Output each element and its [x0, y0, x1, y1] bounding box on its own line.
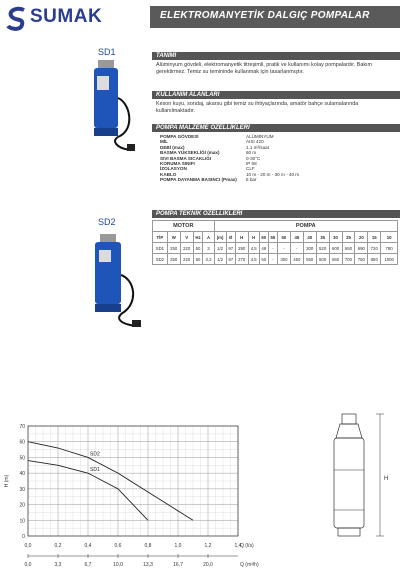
section-title-teknik: POMPA TEKNİK ÖZELLİKLERİ — [156, 211, 243, 217]
table-header-cell: 35 — [316, 232, 329, 243]
table-cell: 550 — [303, 254, 316, 265]
x-tick-label: 1,0 — [174, 543, 182, 549]
table-cell: 600 — [316, 254, 329, 265]
series-label-sd2: SD2 — [90, 451, 100, 458]
pump-sd2-image — [80, 230, 145, 330]
x-tick-label: 1,4 — [234, 543, 242, 549]
table-header-cell: W — [167, 232, 180, 243]
table-cell: - — [277, 243, 290, 254]
section-text-tanimi: Alüminyum gövdeli, elektromanyetik titreşimli, pratik ve kullanımı kolay pompalardır. Bakım gerektirmez. Temiz su temininde kullanmak için tasarlanmıştır. — [156, 62, 373, 75]
table-header-cell: V — [180, 232, 193, 243]
table-cell: 220 — [180, 243, 193, 254]
y-tick-label: 40 — [19, 471, 25, 478]
table-cell: 250 — [167, 243, 180, 254]
table-cell: 48 — [259, 243, 268, 254]
table-header-cell: H — [248, 232, 259, 243]
table-header-cell: H — [235, 232, 248, 243]
table-cell: 720 — [368, 243, 381, 254]
x2-tick-label: 0,0 — [24, 562, 32, 568]
spec-value: IP 68 — [246, 161, 257, 167]
spec-key: POMPA DAYANMA BASINCI (Pmax) — [160, 177, 237, 183]
section-bar-malzeme — [152, 124, 400, 132]
table-cell: 3,2 — [203, 254, 214, 265]
table-header-cell: 10 — [381, 232, 398, 243]
section-title-malzeme: POMPA MALZEME ÖZELLİKLERİ — [156, 125, 250, 131]
y-tick-label: 30 — [19, 486, 25, 493]
table-cell: 300 — [277, 254, 290, 265]
spec-key: KABLO — [160, 171, 177, 177]
table-cell: - — [268, 243, 277, 254]
table-cell: 4,5 — [248, 254, 259, 265]
table-group-row — [153, 221, 398, 232]
x2-axis-label: Q (m³/h) — [240, 562, 259, 568]
x-tick-label: 0,4 — [84, 543, 92, 549]
table-header-cell: 20 — [355, 232, 368, 243]
spec-key: SIVI BASMA SICAKLIĞI — [160, 155, 212, 161]
table-header-cell: 60 — [259, 232, 268, 243]
table-row — [153, 243, 398, 254]
section-text-kullanim: Keson kuyu, sondaj, akarsu gibi temiz su ihtiyaçlarında, amatör bahçe sulamalarında kullanılmaktadır. — [156, 101, 359, 114]
spec-value: 10 m - 20 m - 30 m - 40 m — [246, 171, 300, 177]
table-cell: 650 — [329, 254, 342, 265]
pompa-group-header: POMPA — [214, 221, 397, 232]
chart-grid — [28, 426, 238, 536]
spec-key: DEBİ (max) — [160, 144, 185, 150]
table-cell: 1000 — [381, 254, 398, 265]
table-header-cell: Ø — [226, 232, 235, 243]
brand-name: SUMAK — [30, 6, 103, 27]
table-header-cell: TİP — [153, 232, 168, 243]
table-header-cell: Hz — [193, 232, 203, 243]
table-cell: 750 — [355, 254, 368, 265]
series-label-sd1: SD1 — [90, 467, 100, 474]
table-cell: 300 — [303, 243, 316, 254]
table-cell: 250 — [167, 254, 180, 265]
section-title-tanimi: TANIMI — [156, 53, 177, 59]
table-header-cell: 40 — [303, 232, 316, 243]
y-tick-label: 70 — [19, 424, 25, 430]
motor-group-header: MOTOR — [153, 221, 215, 232]
table-header-cell: 45 — [290, 232, 303, 243]
table-cell: 4,5 — [248, 243, 259, 254]
dimension-height-label: H — [384, 476, 389, 482]
spec-list — [160, 134, 360, 183]
model-label-sd1: SD1 — [98, 47, 116, 57]
x2-tick-label: 3,3 — [54, 562, 62, 568]
table-header-cell: 30 — [329, 232, 342, 243]
chart-labels — [4, 424, 259, 568]
table-cell: 850 — [368, 254, 381, 265]
section-bar-tanimi — [152, 52, 400, 60]
performance-table — [152, 220, 398, 265]
table-cell: 650 — [342, 243, 355, 254]
x2-tick-label: 13,3 — [143, 562, 153, 568]
spec-value: 60 m — [246, 150, 257, 156]
table-cell: 780 — [381, 243, 398, 254]
spec-value: 0-30°C — [246, 155, 261, 161]
dimension-drawing — [318, 410, 398, 565]
spec-key: İZOLASYON — [160, 166, 187, 172]
table-header-cell: A — [203, 232, 214, 243]
table-cell: 97 — [226, 254, 235, 265]
spec-value: 6 bar — [246, 177, 257, 183]
performance-table-wrap — [152, 220, 398, 265]
table-cell: 220 — [180, 254, 193, 265]
y-tick-label: 10 — [19, 518, 25, 525]
x-tick-label: 0,0 — [24, 543, 32, 549]
y-tick-label: 20 — [19, 502, 25, 509]
model-label-sd2: SD2 — [98, 217, 116, 227]
page-title: ELEKTROMANYETİK DALGIÇ POMPALAR — [160, 10, 370, 21]
table-header-cell: 15 — [368, 232, 381, 243]
table-cell: 60 — [259, 254, 268, 265]
x-tick-label: 1,2 — [204, 543, 212, 549]
spec-key: BASMA YÜKSEKLİĞİ (max) — [160, 150, 220, 156]
sumak-logo-icon — [4, 6, 30, 32]
pump-sd1-image — [80, 58, 140, 153]
table-header-cell: 50 — [277, 232, 290, 243]
table-cell: 290 — [235, 243, 248, 254]
spec-value: ALÜMİNYUM — [246, 134, 274, 139]
spec-key: KORUMA SINIFI — [160, 161, 195, 167]
table-cell: 1/2 — [214, 243, 226, 254]
section-bar-kullanim — [152, 91, 400, 99]
spec-key: POMPA GÖVDESİ — [160, 134, 199, 139]
performance-chart — [0, 410, 260, 570]
x2-tick-label: 10,0 — [113, 562, 123, 568]
section-title-kullanim: KULLANIM ALANLARI — [156, 92, 220, 98]
table-cell: 690 — [355, 243, 368, 254]
table-header-cell: (m) — [214, 232, 226, 243]
table-cell: 270 — [235, 254, 248, 265]
y-tick-label: 0 — [22, 534, 25, 540]
table-header-cell: 25 — [342, 232, 355, 243]
table-cell: 3 — [203, 243, 214, 254]
table-cell: 1/2 — [214, 254, 226, 265]
y-axis-label: H (m) — [4, 474, 10, 488]
x2-tick-label: 6,7 — [84, 562, 92, 568]
table-cell: 520 — [316, 243, 329, 254]
table-cell: - — [290, 243, 303, 254]
spec-value: CLF — [246, 166, 255, 172]
table-cell: 700 — [342, 254, 355, 265]
x-axis-label: Q (l/s) — [240, 543, 254, 549]
table-cell: SD1 — [153, 243, 168, 254]
spec-value: AISI 420 — [246, 139, 264, 145]
table-row — [153, 254, 398, 265]
table-header-cell: 55 — [268, 232, 277, 243]
table-header-row — [153, 232, 398, 243]
spec-value: 1,1 m³/saat — [246, 144, 269, 150]
x2-tick-label: 16,7 — [173, 562, 183, 568]
x2-tick-label: 20,0 — [203, 562, 213, 568]
x-tick-label: 0,6 — [114, 543, 122, 549]
table-cell: 97 — [226, 243, 235, 254]
table-cell: 50 — [193, 243, 203, 254]
y-tick-label: 60 — [19, 439, 25, 446]
table-cell: 450 — [290, 254, 303, 265]
table-cell: SD2 — [153, 254, 168, 265]
x-tick-label: 0,8 — [144, 543, 152, 549]
table-cell: - — [268, 254, 277, 265]
table-cell: 600 — [329, 243, 342, 254]
x-tick-label: 0,2 — [54, 543, 62, 549]
y-tick-label: 50 — [19, 455, 25, 462]
section-bar-teknik — [152, 210, 400, 218]
spec-row — [160, 177, 360, 182]
spec-key: MİL — [160, 139, 168, 145]
table-cell: 50 — [193, 254, 203, 265]
